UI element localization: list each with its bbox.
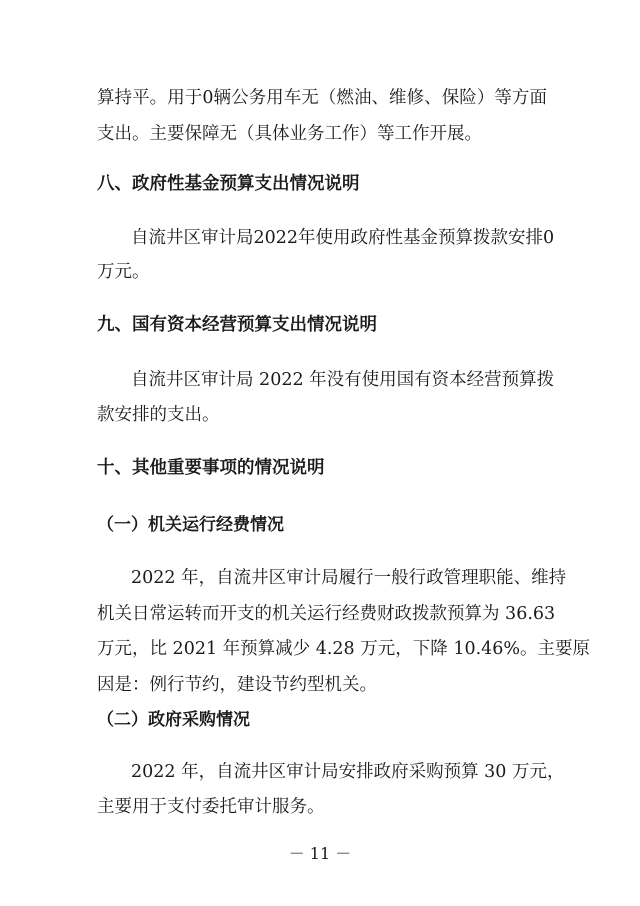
paragraph-line: 机关日常运转而开支的机关运行经费财政拨款预算为 36.63 [97, 604, 556, 624]
paragraph-line: 款安排的支出。 [97, 405, 220, 425]
page-number: － 11 － [288, 844, 352, 863]
paragraph-line: 万元。 [97, 262, 150, 282]
paragraph-line: 支出。主要保障无（具体业务工作）等工作开展。 [97, 124, 482, 144]
section-heading-8: 八、政府性基金预算支出情况说明 [97, 174, 360, 194]
subsection-heading-2: （二）政府采购情况 [97, 710, 250, 730]
paragraph-line: 因是：例行节约，建设节约型机关。 [97, 675, 377, 695]
paragraph-line: 算持平。用于0辆公务用车无（燃油、维修、保险）等方面 [97, 88, 547, 108]
paragraph-line: 万元，比 2021 年预算减少 4.28 万元，下降 10.46%。主要原 [97, 639, 591, 659]
paragraph-line: 2022 年，自流井区审计局履行一般行政管理职能、维持 [131, 568, 567, 588]
section-heading-9: 九、国有资本经营预算支出情况说明 [97, 315, 377, 335]
paragraph-line: 自流井区审计局 2022 年没有使用国有资本经营预算拨 [131, 370, 555, 390]
paragraph-line: 2022 年，自流井区审计局安排政府采购预算 30 万元， [131, 762, 565, 782]
section-heading-10: 十、其他重要事项的情况说明 [97, 458, 325, 478]
paragraph-line: 主要用于支付委托审计服务。 [97, 797, 325, 817]
subsection-heading-1: （一）机关运行经费情况 [97, 515, 284, 535]
paragraph-line: 自流井区审计局2022年使用政府性基金预算拨款安排0 [131, 228, 555, 248]
